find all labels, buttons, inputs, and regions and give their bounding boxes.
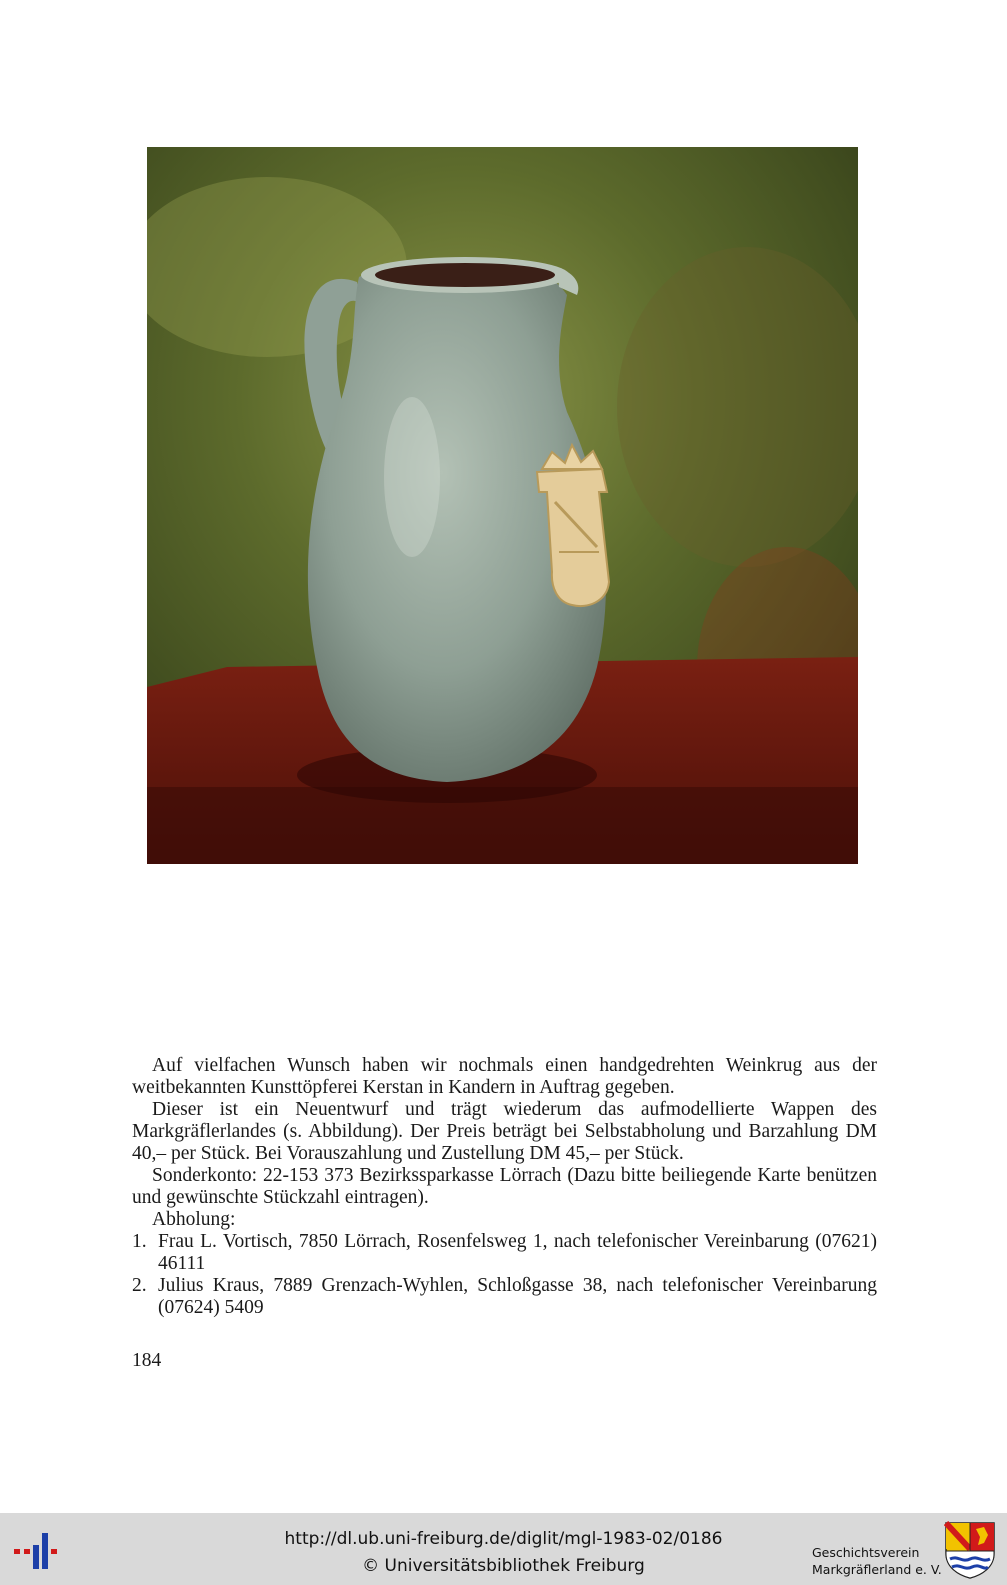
article-text [132, 1055, 877, 1319]
list-item [132, 1231, 877, 1275]
paragraph-description: Dieser ist ein Neuentwurf und trägt wiederum das aufmodellierte Wappen des Markgräflerlandes (s. Abbildung). Der Preis beträgt bei Selbstabholung und Barzahlung DM 40,– per Stück. Bei Vorauszahlung und Zustellung DM 45,– per Stück. [132, 1099, 877, 1164]
society-name [812, 1544, 942, 1578]
footer-url-link[interactable]: http://dl.ub.uni-freiburg.de/diglit/mgl-1983-02/0186 [284, 1529, 723, 1549]
list-item-text: Frau L. Vortisch, 7850 Lörrach, Rosenfelsweg 1, nach telefonischer Vereinbarung (07621) 46111 [158, 1231, 877, 1274]
list-item-number: 2. [132, 1275, 147, 1296]
footer-bar [0, 1513, 1007, 1585]
society-name-line1: Geschichtsverein [812, 1545, 920, 1560]
page-number: 184 [132, 1350, 162, 1371]
footer-copyright: © Universitätsbibliothek Freiburg [362, 1556, 645, 1576]
wine-jug-photo [147, 147, 858, 864]
list-item-text: Julius Kraus, 7889 Grenzach-Wyhlen, Schloßgasse 38, nach telefonischer Vereinbarung (07624) 5409 [158, 1275, 877, 1318]
list-item [132, 1275, 877, 1319]
society-name-line2: Markgräflerland e. V. [812, 1562, 942, 1577]
pickup-list [132, 1231, 877, 1319]
list-item-number: 1. [132, 1231, 147, 1252]
coat-of-arms-icon [944, 1521, 996, 1579]
paragraph-account: Sonderkonto: 22-153 373 Bezirkssparkasse Lörrach (Dazu bitte beiliegende Karte benützen und gewünschte Stückzahl eintragen). [132, 1165, 877, 1208]
paragraph-intro: Auf vielfachen Wunsch haben wir nochmals einen handgedrehten Weinkrug aus der weitbekannten Kunsttöpferei Kerstan in Kandern in Auftrag gegeben. [132, 1055, 877, 1098]
paragraph-pickup-heading: Abholung: [152, 1209, 236, 1230]
